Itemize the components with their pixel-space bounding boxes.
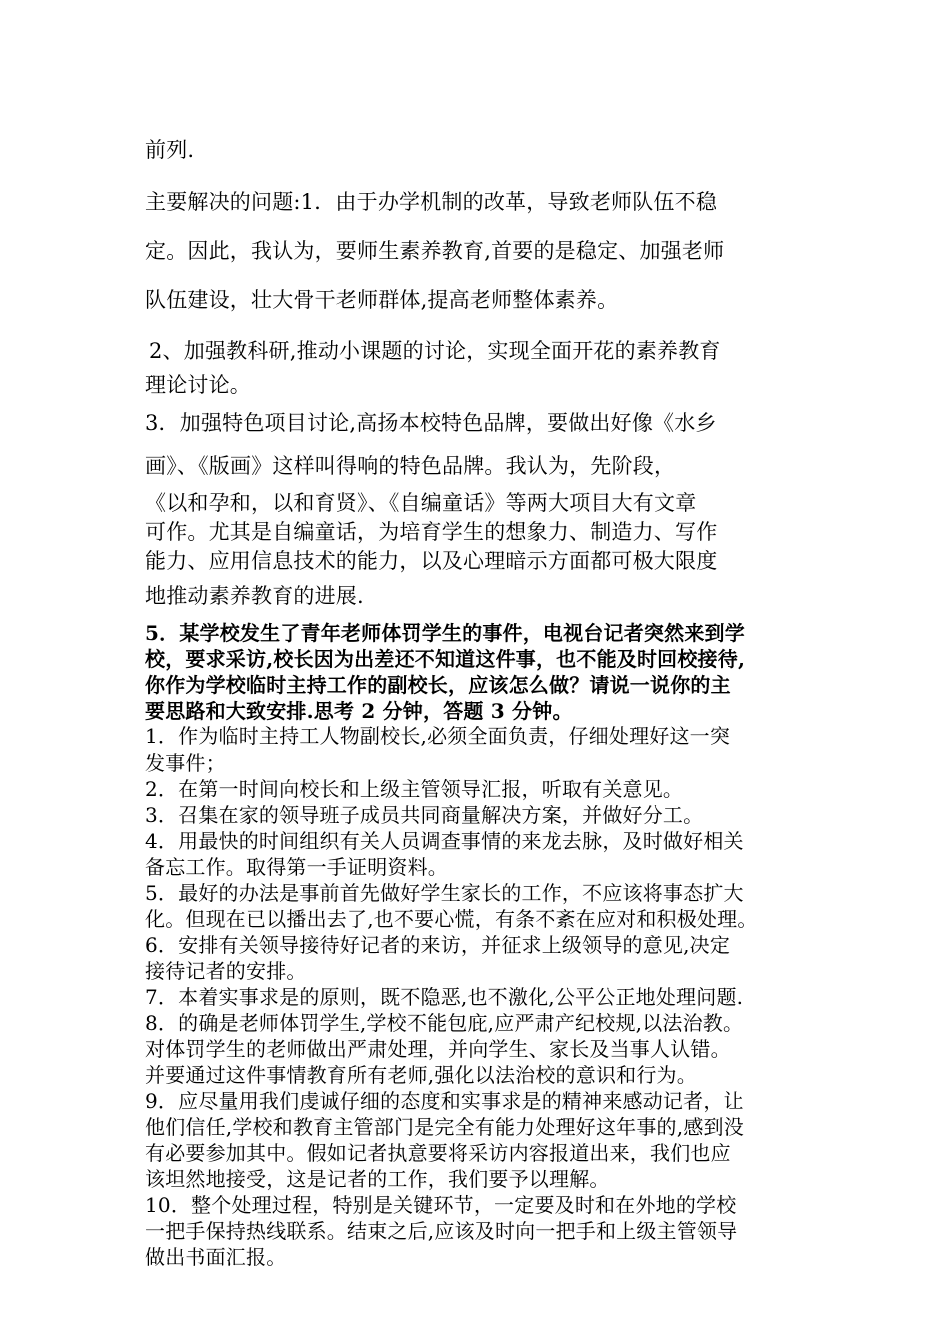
answer-line: 对体罚学生的老师做出严肃处理，并向学生、家长及当事人认错。 — [145, 1037, 731, 1061]
answer-line: 他们信任,学校和教育主管部门是完全有能力处理好这年事的,感到没 — [145, 1115, 744, 1139]
answer-line: 3．召集在家的领导班子成员共同商量解决方案，并做好分工。 — [145, 803, 704, 827]
point3-line: 3．加强特色项目讨论,高扬本校特色品牌，要做出好像《水乡 — [145, 411, 717, 435]
answer-line: 一把手保持热线联系。结束之后,应该及时向一把手和上级主管领导 — [145, 1219, 738, 1243]
answer-line: 接待记者的安排。 — [145, 959, 307, 983]
answer-line: 10．整个处理过程，特别是关键环节，一定要及时和在外地的学校 — [145, 1193, 737, 1217]
answer-line: 该坦然地接受，这是记者的工作，我们要予以理解。 — [145, 1167, 610, 1191]
question5-line: 校，要求采访,校长因为出差还不知道这件事，也不能及时回校接待, — [145, 647, 746, 671]
point3-line: 《以和孕和，以和育贤》、《自编童话》等两大项目大有文章 — [145, 491, 697, 515]
problems-line: 主要解决的问题:1．由于办学机制的改革，导致老师队伍不稳 — [145, 190, 718, 214]
answer-line: 备忘工作。取得第一手证明资料。 — [145, 855, 448, 879]
question5-line: 5．某学校发生了青年老师体罚学生的事件，电视台记者突然来到学 — [145, 621, 745, 645]
intro-line: 前列. — [145, 138, 195, 162]
answer-line: 9．应尽量用我们虔诚仔细的态度和实事求是的精神来感动记者，让 — [145, 1089, 744, 1113]
answer-line: 并要通过这件事情教育所有老师,强化以法治校的意识和行为。 — [145, 1063, 697, 1087]
answer-line: 5．最好的办法是事前首先做好学生家长的工作，不应该将事态扩大 — [145, 881, 744, 905]
point3-line: 地推动素养教育的进展. — [145, 584, 364, 608]
answer-line: 2．在第一时间向校长和上级主管领导汇报，听取有关意见。 — [145, 777, 684, 801]
problems-line: 定。因此，我认为，要师生素养教育,首要的是稳定、加强老师 — [145, 239, 725, 263]
answer-line: 1．作为临时主持工人物副校长,必须全面负责，仔细处理好这一突 — [145, 724, 731, 748]
answer-line: 8．的确是老师体罚学生,学校不能包庇,应严肃产纪校规,以法治教。 — [145, 1011, 744, 1035]
problems-line: 队伍建设，壮大骨干老师群体,提高老师整体素养。 — [145, 288, 619, 312]
answer-line: 化。但现在已以播出去了,也不要心慌，有条不紊在应对和积极处理。 — [145, 907, 758, 931]
point2-line: 理论讨论。 — [145, 373, 251, 397]
answer-line: 6．安排有关领导接待好记者的来访，并征求上级领导的意见,决定 — [145, 933, 731, 957]
point3-line: 可作。尤其是自编童话，为培育学生的想象力、制造力、写作 — [145, 520, 718, 544]
point3-line: 能力、应用信息技术的能力，以及心理暗示方面都可极大限度 — [145, 549, 718, 573]
answer-line: 做出书面汇报。 — [145, 1245, 287, 1269]
point2-line: 2、加强教科研,推动小课题的讨论，实现全面开花的素养教育 — [149, 339, 721, 363]
point3-line: 画》、《版画》这样叫得响的特色品牌。我认为，先阶段， — [145, 454, 676, 478]
document-page — [145, 0, 810, 1344]
answer-line: 4．用最快的时间组织有关人员调查事情的来龙去脉，及时做好相关 — [145, 829, 744, 853]
question5-line: 你作为学校临时主持工作的副校长，应该怎么做？请说一说你的主 — [145, 673, 731, 697]
answer-line: 有必要参加其中。假如记者执意要将采访内容报道出来，我们也应 — [145, 1141, 731, 1165]
answer-line: 发事件； — [145, 751, 226, 775]
answer-line: 7．本着实事求是的原则，既不隐恶,也不激化,公平公正地处理问题. — [145, 985, 744, 1009]
question5-line: 要思路和大致安排.思考 2 分钟，答题 3 分钟。 — [145, 699, 573, 723]
